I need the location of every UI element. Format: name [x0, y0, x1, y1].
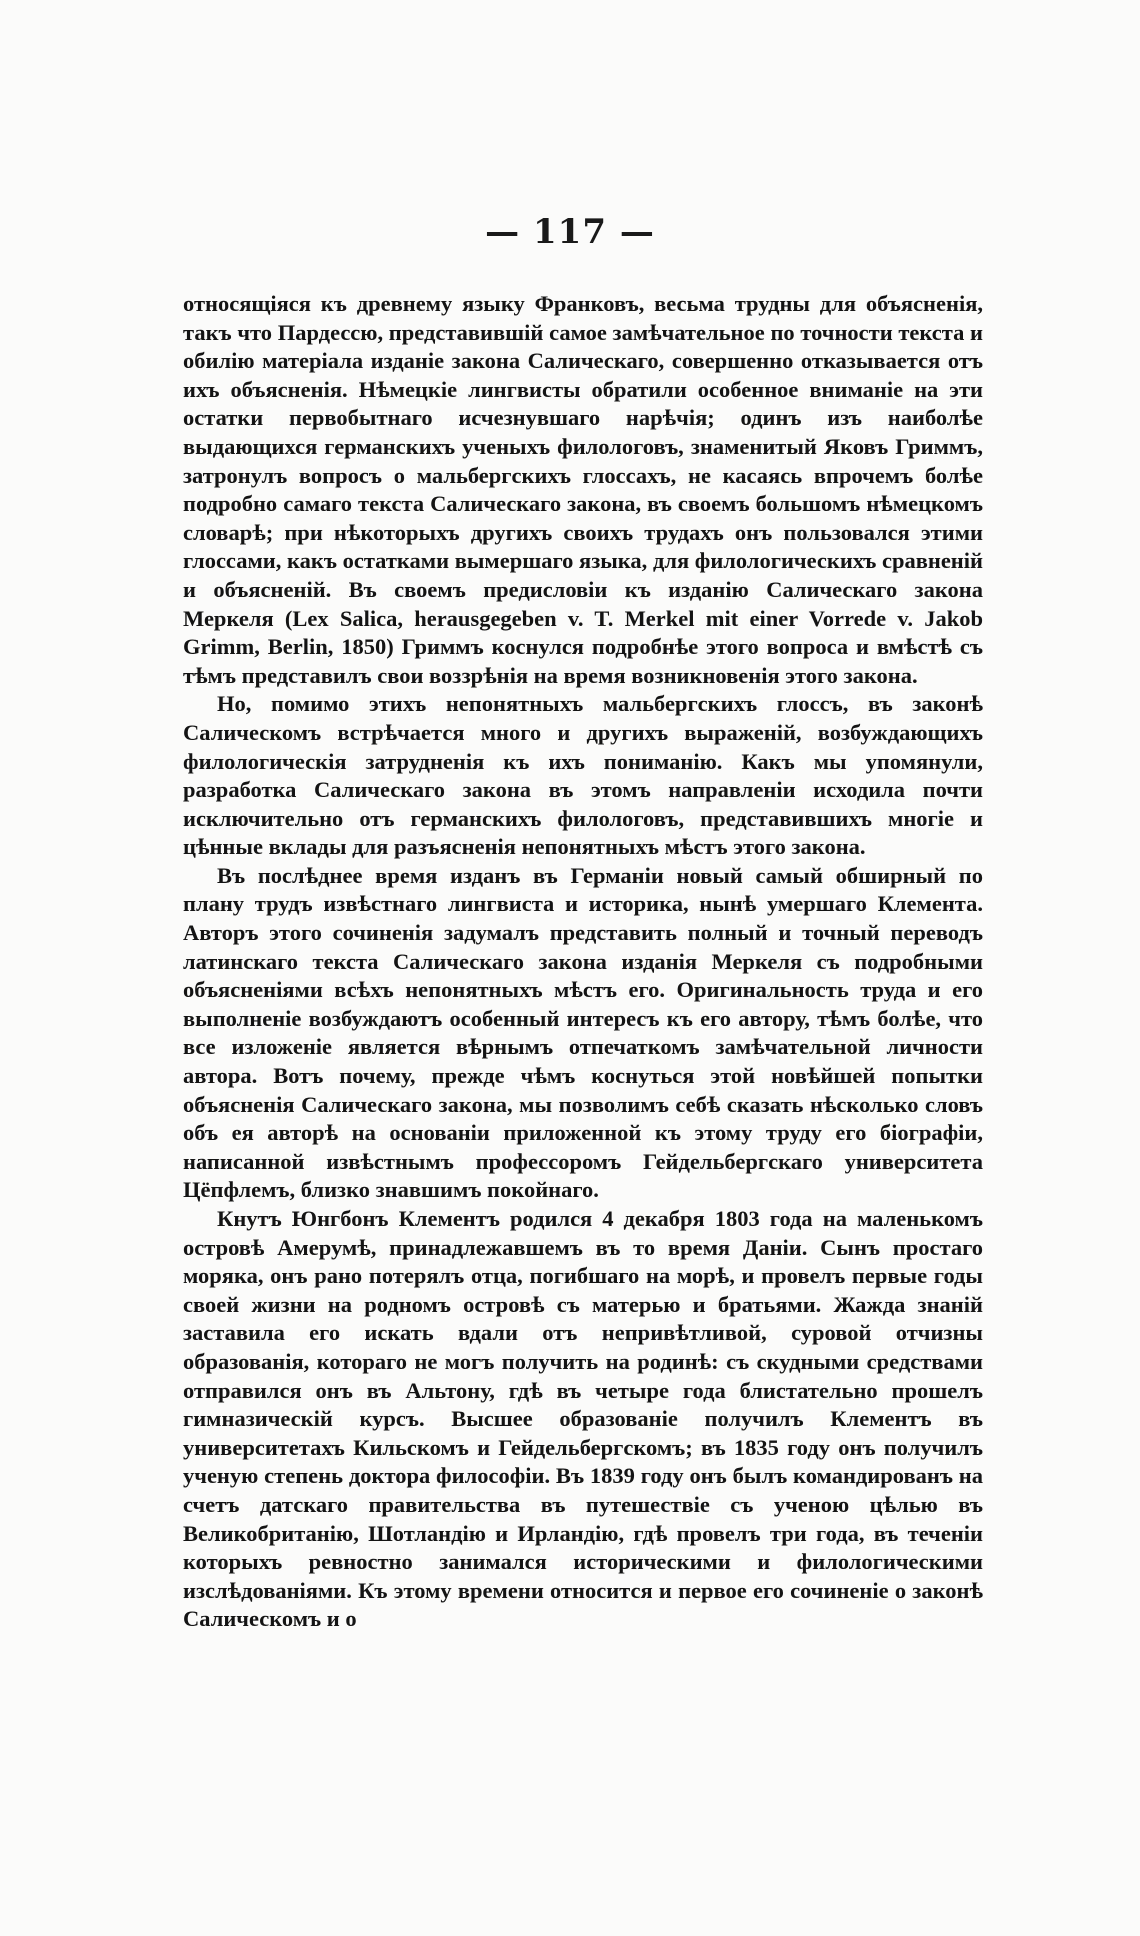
- paragraph-1: относящіяся къ древнему языку Франковъ, весьма трудны для объясненія, такъ что Пардессю, представившій самое замѣчательное по точности текста и обилію матеріала изданіе закона Салическаго, совершенно отказывается отъ ихъ объясненія. Нѣмецкіе лингвисты обратили особенное вниманіе на эти остатки первобытнаго исчезнувшаго нарѣчія; одинъ изъ наиболѣе выдающихся германскихъ ученыхъ филологовъ, знаменитый Яковъ Гриммъ, затронулъ вопросъ о мальбергскихъ глоссахъ, не касаясь впрочемъ болѣе подробно самаго текста Салическаго закона, въ своемъ большомъ нѣмецкомъ словарѣ; при нѣкоторыхъ другихъ своихъ трудахъ онъ пользовался этими глоссами, какъ остатками вымершаго языка, для филологическихъ сравненій и объясненій. Въ своемъ предисловіи къ изданію Салическаго закона Меркеля (Lex Salica, herausgegeben v. T. Merkel mit einer Vorrede v. Jakob Grimm, Berlin, 1850) Гриммъ коснулся подробнѣе этого вопроса и вмѣстѣ съ тѣмъ представилъ свои воззрѣнія на время возникновенія этого закона.: [183, 291, 983, 688]
- paragraph-2: Но, помимо этихъ непонятныхъ мальбергскихъ глоссъ, въ законѣ Салическомъ встрѣчается много и другихъ выраженій, возбуждающихъ филологическія затрудненія къ ихъ пониманію. Какъ мы упомянули, разработка Салическаго закона въ этомъ направленіи исходила почти исключительно отъ германскихъ филологовъ, представившихъ многіе и цѣнные вклады для разъясненія непонятныхъ мѣстъ этого закона.: [183, 691, 983, 860]
- page-number: — 117 —: [485, 212, 655, 252]
- paragraph-4: Кнутъ Юнгбонъ Клементъ родился 4 декабря 1803 года на маленькомъ островѣ Амерумѣ, принадлежавшемъ въ то время Даніи. Сынъ простаго моряка, онъ рано потерялъ отца, погибшаго на морѣ, и провелъ первые годы своей жизни на родномъ островѣ съ матерью и братьями. Жажда знаній заставила его искать вдали отъ непривѣтливой, суровой отчизны образованія, котораго не могъ получить на родинѣ: съ скудными средствами отправился онъ въ Альтону, гдѣ въ четыре года блистательно прошелъ гимназическій курсъ. Высшее образованіе получилъ Клементъ въ университетахъ Кильскомъ и Гейдельбергскомъ; въ 1835 году онъ получилъ ученую степень доктора философіи. Въ 1839 году онъ былъ командированъ на счетъ датскаго правительства въ путешествіе съ ученою цѣлью въ Великобританію, Шотландію и Ирландію, гдѣ провелъ три года, въ теченіи которыхъ ревностно занимался историческими и филологическими изслѣдованіями. Къ этому времени относится и первое его сочиненіе о законѣ Салическомъ и о: [183, 1206, 983, 1632]
- body-text: [183, 290, 983, 1634]
- paragraph-3: Въ послѣднее время изданъ въ Германіи новый самый обширный по плану трудъ извѣстнаго лингвиста и историка, нынѣ умершаго Клемента. Авторъ этого сочиненія задумалъ представить полный и точный переводъ латинскаго текста Салическаго закона изданія Меркеля съ подробными объясненіями всѣхъ непонятныхъ мѣстъ его. Оригинальность труда и его выполненіе возбуждаютъ особенный интересъ къ его автору, тѣмъ болѣе, что все изложеніе является вѣрнымъ отпечаткомъ замѣчательной личности автора. Вотъ почему, прежде чѣмъ коснуться этой новѣйшей попытки объясненія Салическаго закона, мы позволимъ себѣ сказать нѣсколько словъ объ ея авторѣ на основаніи приложенной къ этому труду его біографіи, написанной извѣстнымъ профессоромъ Гейдельбергскаго университета Цёпфлемъ, близко знавшимъ покойнаго.: [183, 862, 983, 1203]
